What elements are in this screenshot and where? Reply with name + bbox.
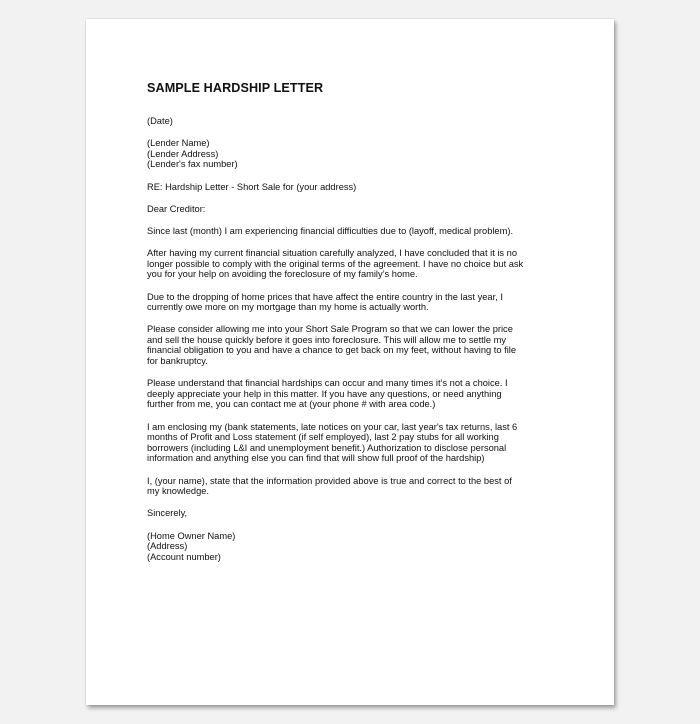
paragraph-line: months of Profit and Loss statement (if self employed), last 2 pay stubs for all working — [147, 432, 499, 443]
paragraph-line: longer possible to comply with the original terms of the agreement. I have no choice but ask — [147, 258, 524, 269]
closing: Sincerely, — [147, 508, 188, 519]
paragraph-line: borrowers (including L&I and unemployment benefit.) Authorization to disclose personal — [147, 442, 507, 453]
paragraph-line: my knowledge. — [147, 486, 210, 497]
paragraph-line: Due to the dropping of home prices that have affect the entire country in the last year, I — [147, 291, 503, 302]
paragraph-line: Since last (month) I am experiencing financial difficulties due to (layoff, medical problem). — [147, 225, 514, 236]
paragraph-6 — [147, 422, 567, 464]
signature-account: (Account number) — [147, 551, 221, 562]
paragraph-line: Please understand that financial hardships can occur and many times it’s not a choice. I — [147, 378, 508, 389]
signature-address: (Address) — [147, 541, 188, 552]
document-title: SAMPLE HARDSHIP LETTER — [147, 81, 324, 95]
paragraph-4 — [147, 324, 567, 366]
salutation: Dear Creditor: — [147, 203, 206, 214]
paragraph-line: you for your help on avoiding the foreclosure of my family’s home. — [147, 269, 418, 280]
paragraph-line: for bankruptcy. — [147, 356, 208, 367]
signature-name: (Home Owner Name) — [147, 530, 236, 541]
letter-content — [147, 81, 567, 574]
lender-block — [147, 138, 567, 170]
paragraph-line: and sell the house quickly before it goes into foreclosure. This will allow me to settle my — [147, 334, 506, 345]
paragraph-line: I, (your name), state that the information provided above is true and correct to the best of — [147, 475, 512, 486]
lender-address: (Lender Address) — [147, 148, 219, 159]
paragraph-7 — [147, 476, 567, 497]
date-line: (Date) — [147, 116, 173, 126]
paragraph-line: deeply appreciate your help in this matter. If you have any questions, or need anything — [147, 388, 502, 399]
paragraph-line: financial obligation to you and have a chance to get back on my feet, without having to file — [147, 345, 517, 356]
paragraph-line: information and anything else you can find that will show full proof of the hardship) — [147, 453, 485, 464]
paragraph-line: currently owe more on my mortgage than my home is actually worth. — [147, 302, 429, 313]
paragraph-1 — [147, 226, 567, 237]
paragraph-line: I am enclosing my (bank statements, late notices on your car, last year's tax returns, last 6 — [147, 421, 518, 432]
paragraph-5 — [147, 378, 567, 410]
paragraph-line: After having my current financial situation carefully analyzed, I have concluded that it is no — [147, 248, 518, 259]
paragraph-line: Please consider allowing me into your Short Sale Program so that we can lower the price — [147, 324, 513, 335]
re-line: RE: Hardship Letter - Short Sale for (your address) — [147, 181, 357, 192]
paragraph-2 — [147, 248, 567, 280]
signature-block — [147, 531, 567, 563]
document-page — [86, 19, 614, 705]
paragraph-line: further from me, you can contact me at (your phone # with area code.) — [147, 399, 436, 410]
lender-name: (Lender Name) — [147, 138, 210, 149]
lender-fax: (Lender's fax number) — [147, 159, 238, 170]
paragraph-3 — [147, 292, 567, 313]
